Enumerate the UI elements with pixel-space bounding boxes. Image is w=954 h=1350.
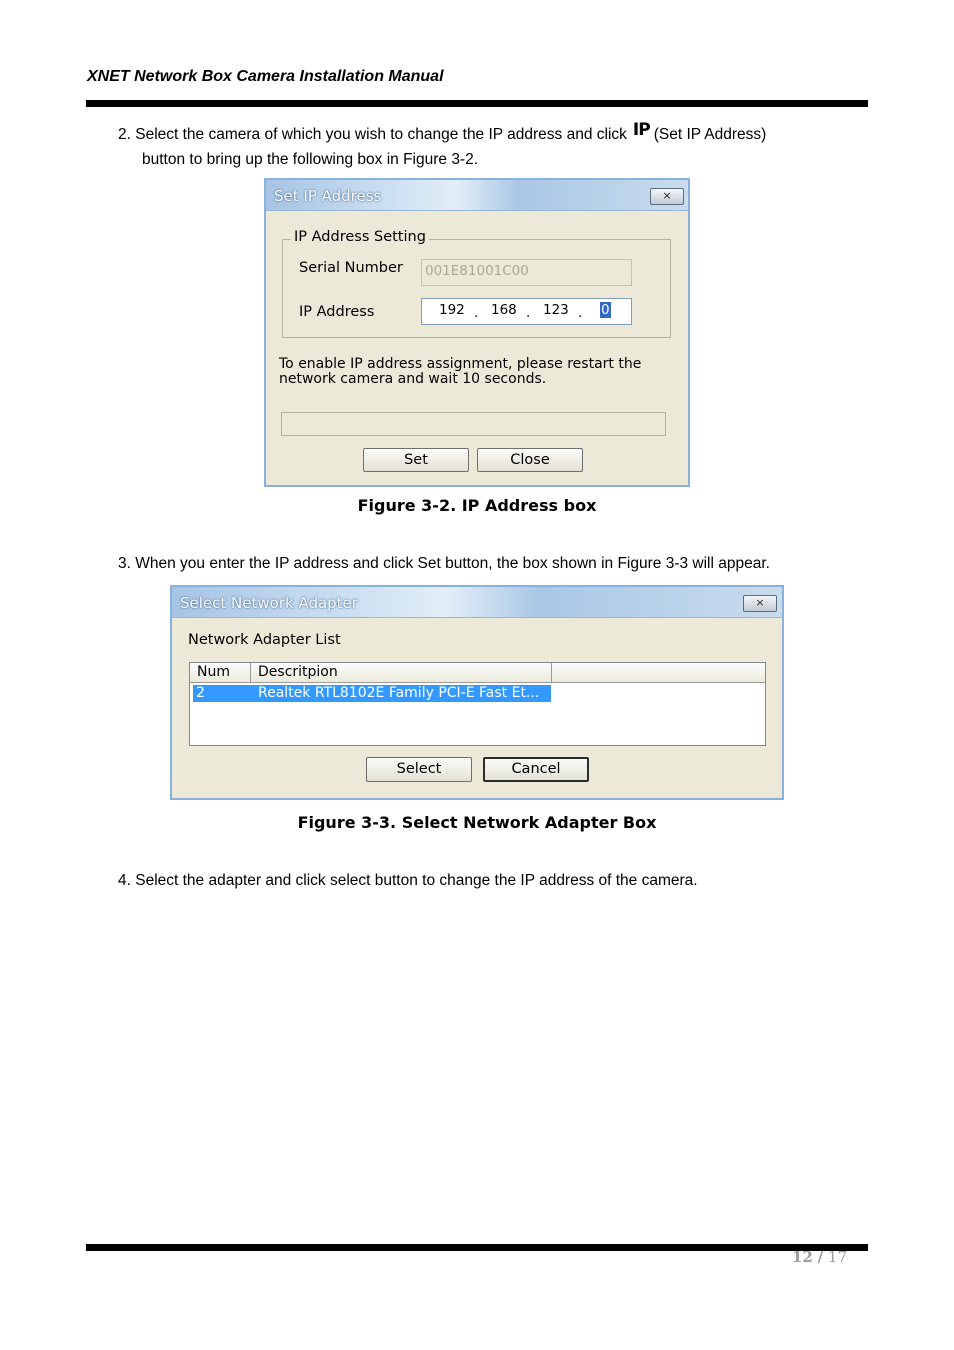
step-2-paragraph (118, 117, 878, 148)
restart-notice (279, 357, 641, 387)
ip-separator-2: . (526, 305, 531, 321)
page-current: 12 (792, 1248, 813, 1266)
ip-octet-2[interactable]: 168 (491, 302, 517, 318)
ip-separator-3: . (578, 305, 583, 321)
serial-number-label: Serial Number (299, 260, 403, 276)
header-rule (86, 100, 868, 107)
step-4-paragraph: 4. Select the adapter and click select button to change the IP address of the camera. (118, 872, 698, 889)
close-button[interactable]: Close (477, 448, 583, 472)
select-button[interactable]: Select (366, 757, 472, 782)
adapter-num: 2 (196, 685, 205, 701)
ip-octet-4[interactable]: 0 (601, 302, 610, 318)
set-button[interactable]: Set (363, 448, 469, 472)
document-header-title: XNET Network Box Camera Installation Manual (87, 68, 444, 85)
ip-octet-3[interactable]: 123 (543, 302, 569, 318)
ip-address-field[interactable] (421, 298, 632, 325)
page-total: 17 (827, 1248, 848, 1266)
column-header-empty (552, 663, 765, 683)
restart-notice-line-1: To enable IP address assignment, please restart the (279, 356, 642, 372)
step-2-text-after: (Set IP Address) (653, 126, 767, 143)
close-icon[interactable]: × (743, 595, 777, 612)
ip-address-label: IP Address (299, 304, 375, 320)
set-ip-dialog-titlebar (266, 180, 688, 211)
step-3-paragraph: 3. When you enter the IP address and click Set button, the box shown in Figure 3-3 will appear. (118, 555, 770, 572)
network-adapter-list[interactable] (189, 662, 766, 746)
ip-octet-1[interactable]: 192 (439, 302, 465, 318)
column-header-description[interactable]: Descritpion (251, 663, 552, 683)
page-separator: / (817, 1248, 824, 1266)
progress-bar (281, 412, 666, 436)
set-ip-dialog-title: Set IP Address (274, 187, 382, 205)
adapter-dialog-title: Select Network Adapter (180, 594, 358, 612)
adapter-description: Realtek RTL8102E Family PCI-E Fast Et... (258, 685, 540, 701)
close-icon[interactable]: × (650, 188, 684, 205)
column-header-num[interactable]: Num (190, 663, 251, 683)
list-item[interactable] (193, 685, 551, 702)
ip-separator-1: . (474, 305, 479, 321)
select-network-adapter-dialog (170, 585, 784, 800)
ip-address-setting-legend: IP Address Setting (291, 229, 429, 245)
network-adapter-list-label: Network Adapter List (188, 632, 341, 648)
figure-3-3-caption: Figure 3-3. Select Network Adapter Box (297, 813, 657, 832)
cancel-button[interactable]: Cancel (483, 757, 589, 782)
step-2-line-2: button to bring up the following box in Figure 3-2. (142, 151, 479, 168)
page-number (792, 1248, 847, 1266)
restart-notice-line-2: network camera and wait 10 seconds. (279, 371, 547, 387)
footer-rule (86, 1244, 868, 1251)
serial-number-field: 001E81001C00 (421, 259, 632, 286)
step-2-text-before: 2. Select the camera of which you wish to change the IP address and click (118, 126, 627, 143)
adapter-dialog-titlebar (172, 587, 782, 618)
set-ip-address-dialog (264, 178, 690, 487)
figure-3-2-caption: Figure 3-2. IP Address box (357, 496, 597, 515)
set-ip-address-icon: IP (632, 120, 650, 140)
